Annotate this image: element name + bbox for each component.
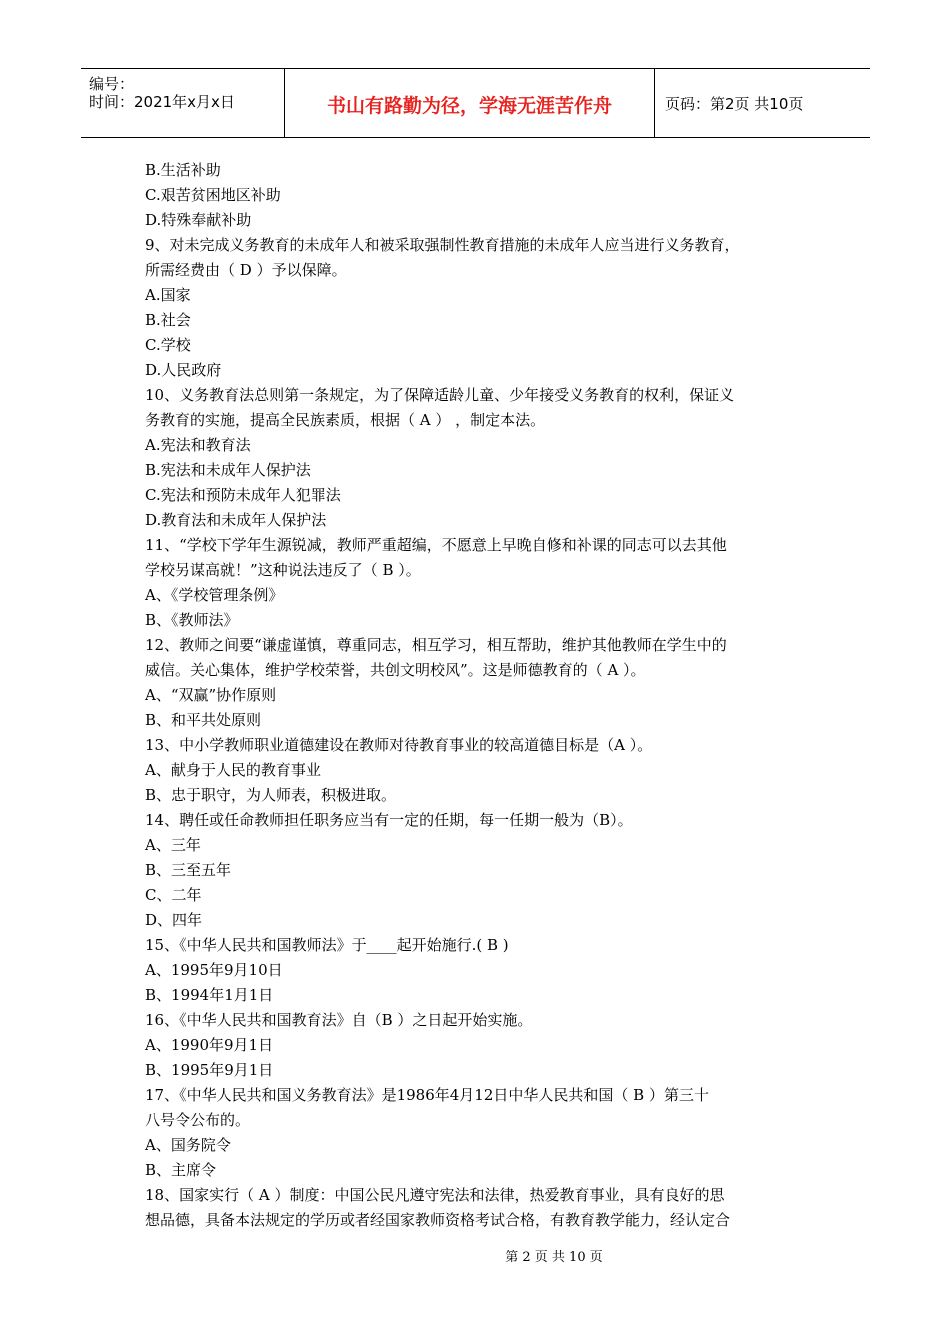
text-line: A、《学校管理条例》 (145, 586, 284, 604)
text-line: 八号令公布的。 (145, 1111, 251, 1129)
text-line: D.人民政府 (145, 361, 222, 379)
text-line: C.宪法和预防未成年人犯罪法 (145, 486, 341, 504)
text-line: 14、聘任或任命教师担任职务应当有一定的任期，每一任期一般为（B）。 (145, 811, 633, 829)
text-line: D.特殊奉献补助 (145, 211, 252, 229)
text-line: B、《教师法》 (145, 611, 239, 629)
text-line: B、主席令 (145, 1161, 217, 1179)
text-line: A.国家 (145, 286, 191, 304)
text-line: 13、中小学教师职业道德建设在教师对待教育事业的较高道德目标是（A ）。 (145, 736, 653, 754)
text-line: 威信。关心集体，维护学校荣誉，共创文明校风”。这是师德教育的（ A ）。 (145, 661, 646, 679)
text-line: 16、《中华人民共和国教育法》自（B ）之日起开始实施。 (145, 1011, 533, 1029)
text-line: D.教育法和未成年人保护法 (145, 511, 327, 529)
number-label: 编号： (89, 75, 135, 93)
text-line: A、1990年9月1日 (145, 1036, 274, 1054)
text-line: 想品德，具备本法规定的学历或者经国家教师资格考试合格，有教育教学能力，经认定合 (145, 1211, 731, 1229)
text-line: B.生活补助 (145, 161, 221, 179)
text-line: 务教育的实施，提高全民族素质，根据（ A ） ，制定本法。 (145, 411, 546, 429)
text-line: A、“双赢”协作原则 (145, 686, 277, 704)
text-line: A、献身于人民的教育事业 (145, 761, 321, 779)
text-line: C、二年 (145, 886, 202, 904)
page-header (81, 68, 870, 138)
text-line: 15、《中华人民共和国教师法》于____起开始施行.( B ) (145, 936, 509, 954)
text-line: A、国务院令 (145, 1136, 231, 1154)
text-line: B.社会 (145, 311, 191, 329)
header-motto-cell (285, 69, 655, 137)
text-line: 10、义务教育法总则第一条规定，为了保障适龄儿童、少年接受义务教育的权利，保证义 (145, 386, 735, 404)
text-line: 17、《中华人民共和国义务教育法》是1986年4月12日中华人民共和国（ B ）第三十 (145, 1086, 709, 1104)
text-line: D、四年 (145, 911, 203, 929)
text-line: 9、对未完成义务教育的未成年人和被采取强制性教育措施的未成年人应当进行义务教育， (145, 236, 740, 254)
header-info-cell (81, 69, 285, 137)
text-line: B、和平共处原则 (145, 711, 262, 729)
text-line: C.学校 (145, 336, 191, 354)
text-line: A.宪法和教育法 (145, 436, 251, 454)
text-line: 11、“学校下学年生源锐减，教师严重超编，不愿意上早晚自修和补课的同志可以去其他 (145, 536, 727, 554)
document-body (145, 158, 815, 1233)
header-page-cell (655, 69, 870, 137)
text-line: 12、教师之间要“谦虚谨慎，尊重同志，相互学习，相互帮助，维护其他教师在学生中的 (145, 636, 727, 654)
text-line: B、1994年1月1日 (145, 986, 274, 1004)
header-page-info: 页码：第2页 共10页 (665, 95, 804, 113)
text-line: A、三年 (145, 836, 201, 854)
text-line: 18、国家实行（ A ）制度：中国公民凡遵守宪法和法律，热爱教育事业，具有良好的思 (145, 1186, 725, 1204)
text-line: B、忠于职守，为人师表，积极进取。 (145, 786, 397, 804)
text-line: 学校另谋高就！”这种说法违反了（ B ）。 (145, 561, 421, 579)
footer-page-number: 第 2 页 共 10 页 (505, 1250, 603, 1265)
text-line: B、1995年9月1日 (145, 1061, 274, 1079)
text-line: B.宪法和未成年人保护法 (145, 461, 311, 479)
header-motto: 书山有路勤为径，学海无涯苦作舟 (326, 95, 612, 117)
text-line: B、三至五年 (145, 861, 232, 879)
text-line: C.艰苦贫困地区补助 (145, 186, 281, 204)
text-line: A、1995年9月10日 (145, 961, 283, 979)
page-footer (0, 1246, 950, 1265)
text-line: 所需经费由（ D ）予以保障。 (145, 261, 347, 279)
time-label: 时间：2021年x月x日 (89, 93, 235, 111)
